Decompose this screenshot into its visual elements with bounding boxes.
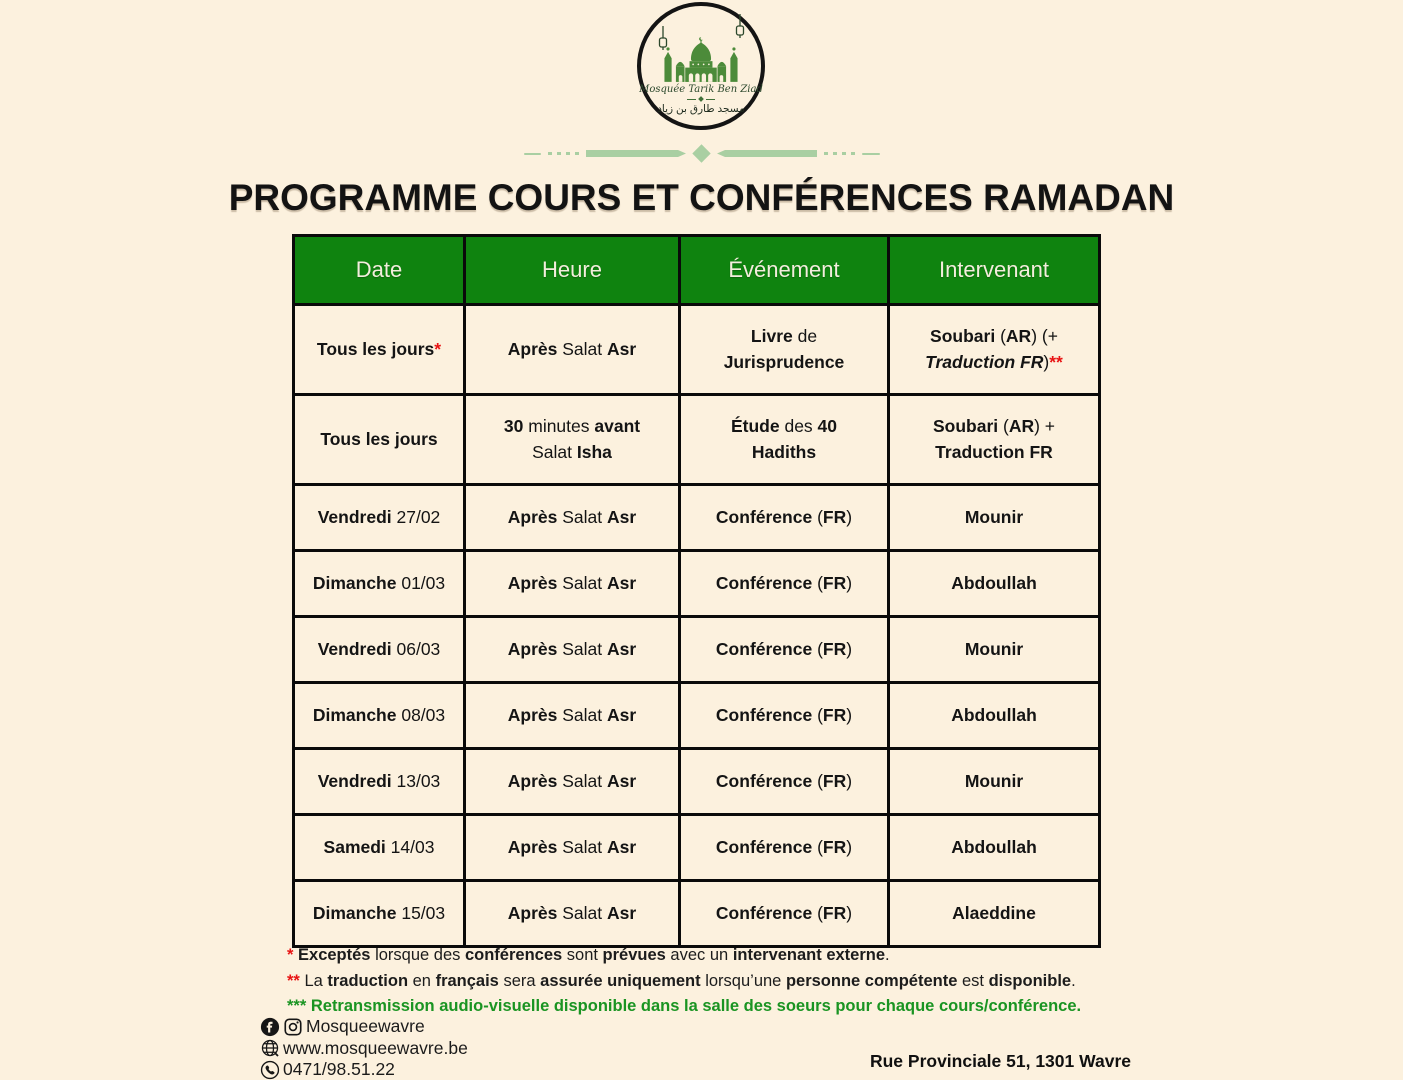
table-cell: Soubari (AR) (+ Traduction FR)** xyxy=(889,305,1100,395)
table-row xyxy=(294,485,1100,551)
table-cell: Vendredi 27/02 xyxy=(294,485,465,551)
website-row xyxy=(260,1038,468,1060)
phone-icon xyxy=(260,1060,280,1080)
page-title: PROGRAMME COURS ET CONFÉRENCES RAMADAN xyxy=(228,177,1175,218)
facebook-icon xyxy=(260,1017,280,1037)
table-cell: Après Salat Asr xyxy=(465,749,680,815)
table-cell: Mounir xyxy=(889,485,1100,551)
table-cell: Livre de Jurisprudence xyxy=(680,305,889,395)
table-cell: Tous les jours* xyxy=(294,305,465,395)
phone-number: 0471/98.51.22 xyxy=(283,1059,395,1080)
table-row xyxy=(294,551,1100,617)
address: Rue Provinciale 51, 1301 Wavre xyxy=(869,1051,1131,1071)
table-cell: Après Salat Asr xyxy=(465,815,680,881)
table-cell: Conférence (FR) xyxy=(680,485,889,551)
table-cell: Soubari (AR) + Traduction FR xyxy=(889,395,1100,485)
table-row xyxy=(294,881,1100,947)
table-cell: Dimanche 01/03 xyxy=(294,551,465,617)
social-handle: Mosqueewavre xyxy=(306,1016,425,1037)
mosque-icon xyxy=(658,36,744,82)
table-cell: 30 minutes avant Salat Isha xyxy=(465,395,680,485)
table-row xyxy=(294,617,1100,683)
table-cell: Conférence (FR) xyxy=(680,749,889,815)
table-row xyxy=(294,305,1100,395)
mosque-logo xyxy=(637,2,765,130)
table-cell: Après Salat Asr xyxy=(465,551,680,617)
column-header: Date xyxy=(294,236,465,305)
table-cell: Alaeddine xyxy=(889,881,1100,947)
mosque-name-arabic: مسجد طارق بن زياد xyxy=(657,103,745,115)
phone-row xyxy=(260,1059,468,1080)
table-cell: Mounir xyxy=(889,749,1100,815)
table-cell: Tous les jours xyxy=(294,395,465,485)
table-cell: Après Salat Asr xyxy=(465,617,680,683)
globe-icon xyxy=(260,1038,280,1058)
table-header-row xyxy=(294,236,1100,305)
table-body xyxy=(294,305,1100,947)
table-cell: Samedi 14/03 xyxy=(294,815,465,881)
table-row xyxy=(294,395,1100,485)
logo-ornament xyxy=(687,97,715,101)
website-url: www.mosqueewavre.be xyxy=(283,1037,468,1058)
table-cell: Après Salat Asr xyxy=(465,683,680,749)
footnote-1: * Exceptés lorsque des conférences sont prévues avec un intervenant externe. xyxy=(287,946,890,964)
table-cell: Après Salat Asr xyxy=(465,485,680,551)
table-cell: Abdoullah xyxy=(889,815,1100,881)
column-header: Heure xyxy=(465,236,680,305)
table-cell: Conférence (FR) xyxy=(680,617,889,683)
table-cell: Après Salat Asr xyxy=(465,305,680,395)
social-row xyxy=(260,1016,468,1038)
table-cell: Dimanche 08/03 xyxy=(294,683,465,749)
instagram-icon xyxy=(283,1017,303,1037)
program-table xyxy=(292,234,1101,948)
diamond-ornament xyxy=(692,144,710,162)
table-cell: Conférence (FR) xyxy=(680,551,889,617)
table-cell: Après Salat Asr xyxy=(465,881,680,947)
footnotes xyxy=(287,943,1081,1020)
table-cell: Conférence (FR) xyxy=(680,683,889,749)
table-row xyxy=(294,749,1100,815)
table-row xyxy=(294,815,1100,881)
table-row xyxy=(294,683,1100,749)
column-header: Intervenant xyxy=(889,236,1100,305)
table-cell: Mounir xyxy=(889,617,1100,683)
footnote-3: *** Retransmission audio-visuelle disponible dans la salle des soeurs pour chaque cours/conférence. xyxy=(287,997,1082,1015)
table-cell: Abdoullah xyxy=(889,683,1100,749)
table-cell: Vendredi 13/03 xyxy=(294,749,465,815)
mosque-name-script: Mosquée Tarik Ben Ziad xyxy=(639,84,763,95)
contact-block xyxy=(260,1016,468,1080)
column-header: Événement xyxy=(680,236,889,305)
ornamental-divider xyxy=(524,147,880,160)
table-cell: Conférence (FR) xyxy=(680,815,889,881)
table-cell: Étude des 40 Hadiths xyxy=(680,395,889,485)
table-cell: Conférence (FR) xyxy=(680,881,889,947)
table-cell: Dimanche 15/03 xyxy=(294,881,465,947)
table-cell: Abdoullah xyxy=(889,551,1100,617)
table-cell: Vendredi 06/03 xyxy=(294,617,465,683)
footnote-2: ** La traduction en français sera assurée uniquement lorsqu’une personne compétente est disponible. xyxy=(287,971,1076,990)
